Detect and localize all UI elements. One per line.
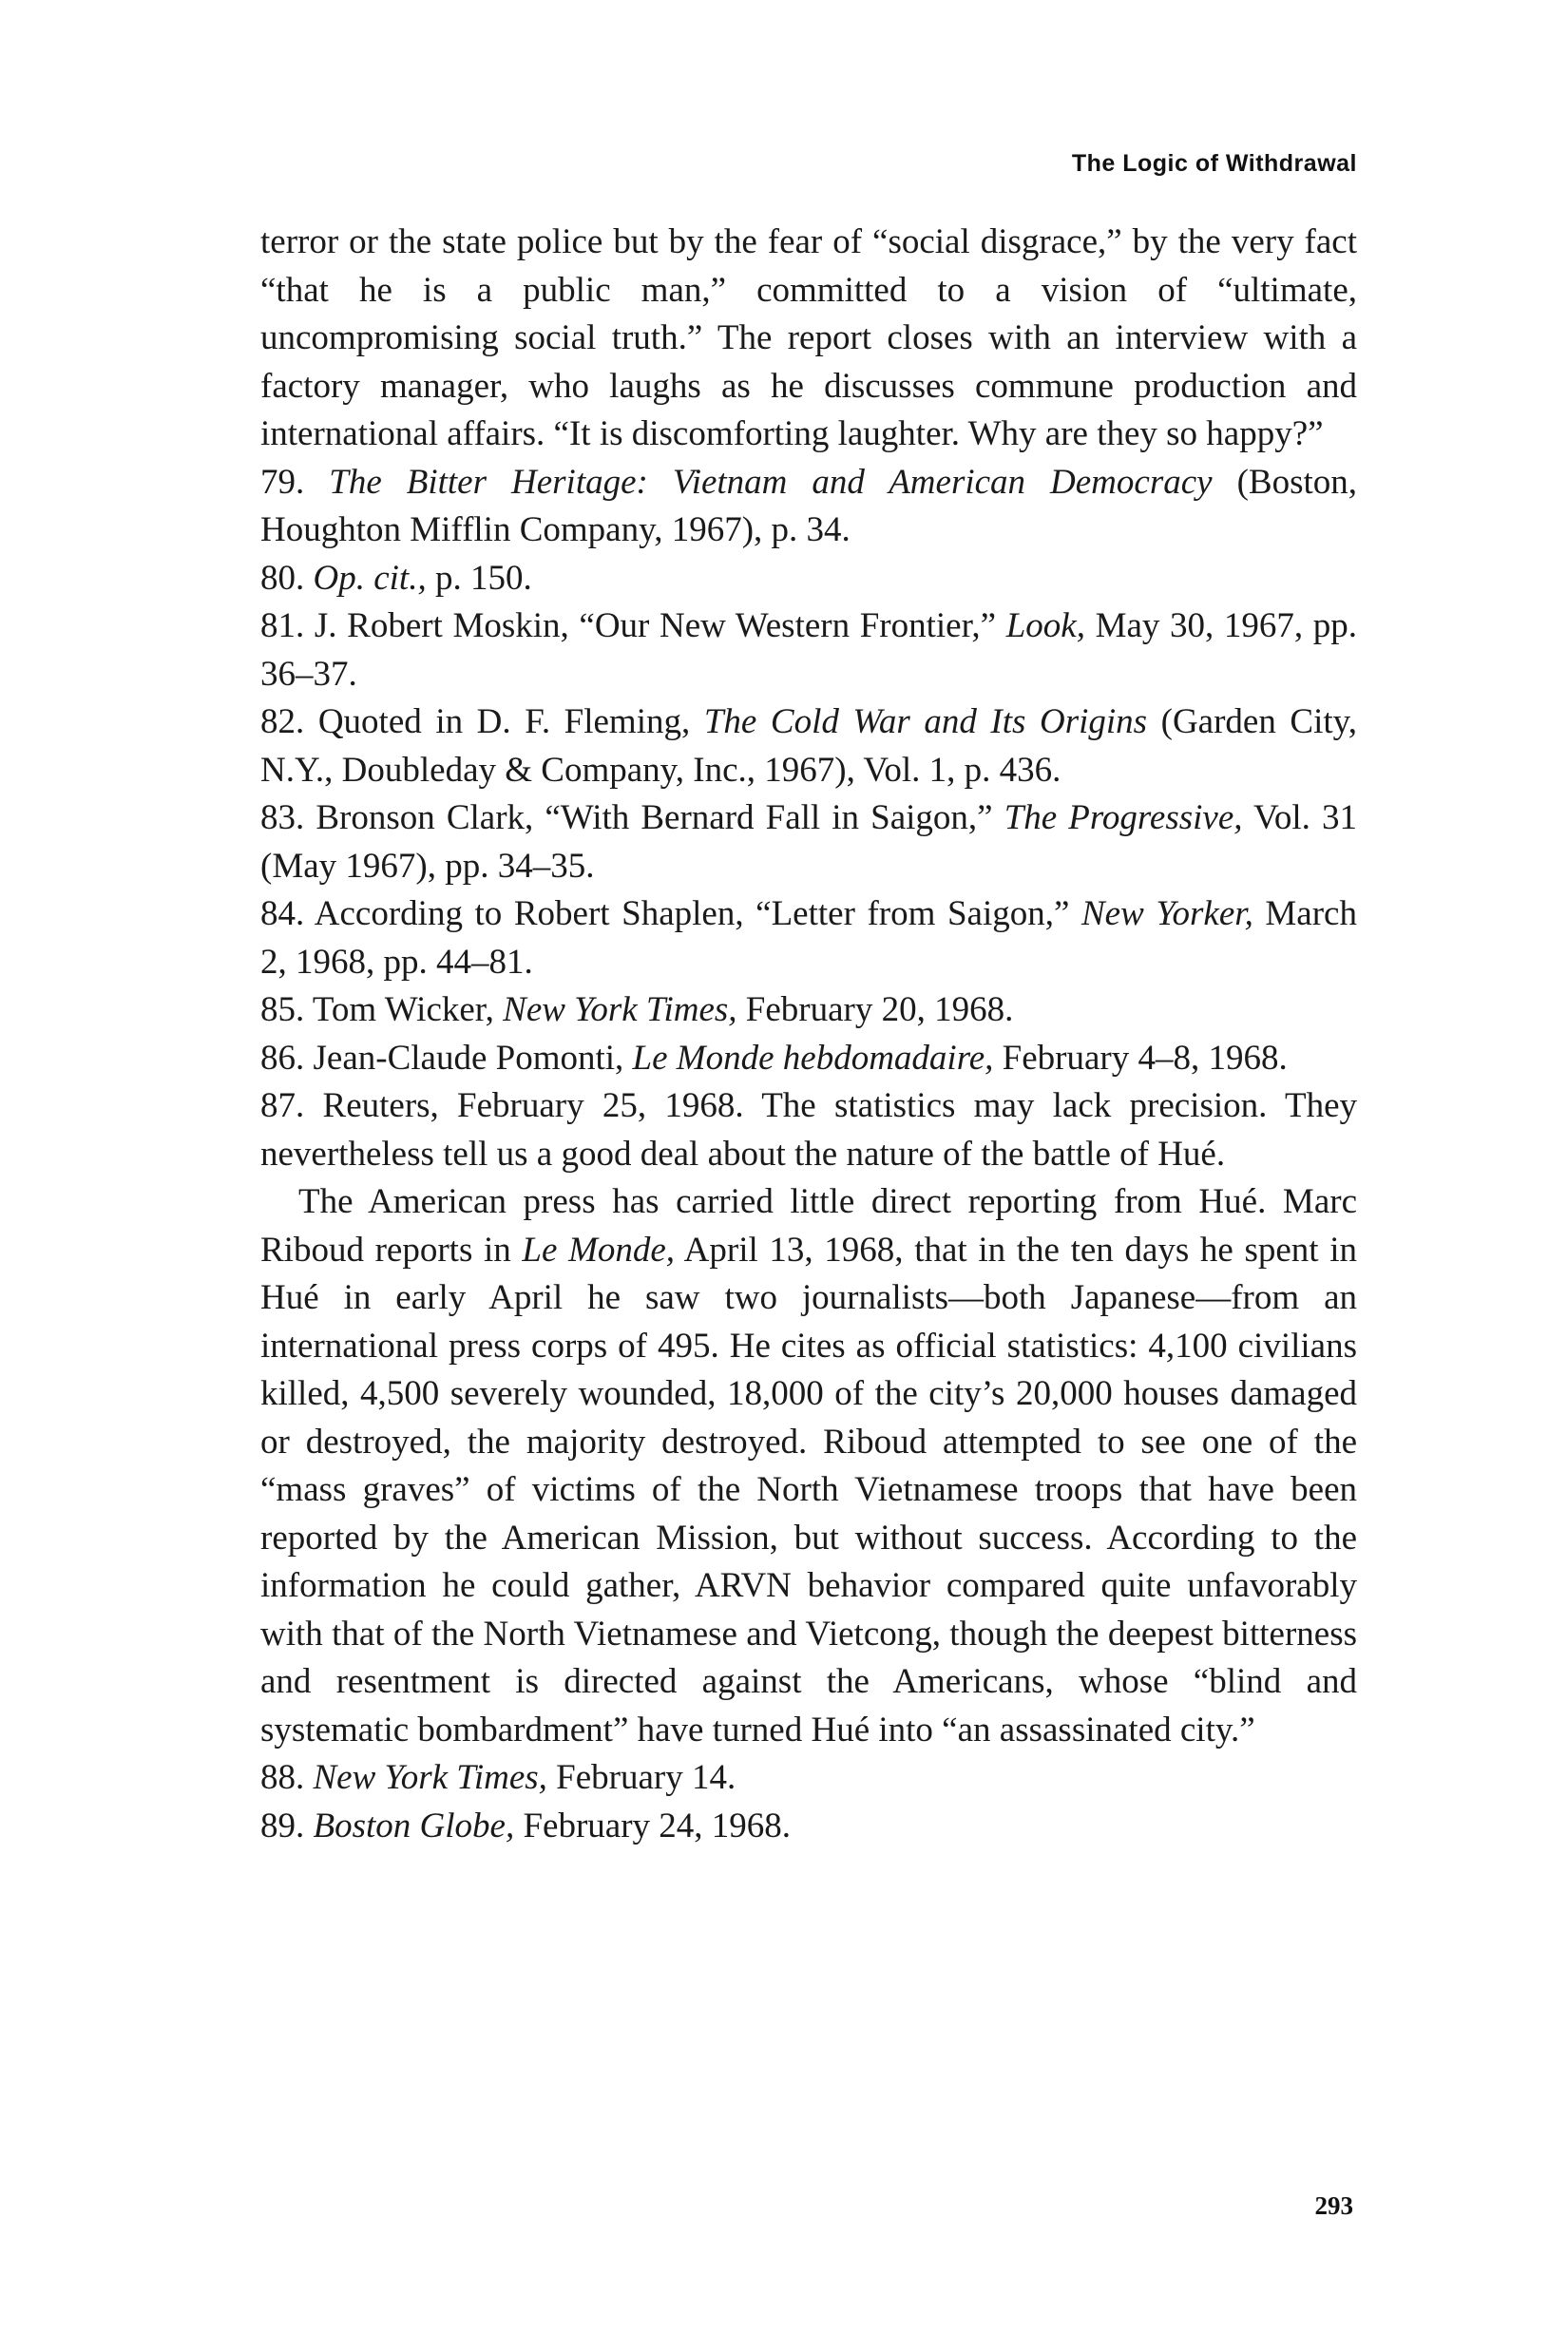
note-81: 81. J. Robert Moskin, “Our New Western Frontier,” Look, May 30, 1967, pp. 36–37. <box>260 606 1357 694</box>
note-84: 84. According to Robert Shaplen, “Letter from Saigon,” New Yorker, March 2, 1968, pp. 44–81. <box>260 894 1357 982</box>
opening-paragraph: terror or the state police but by the fear of “social disgrace,” by the very fact “that he is a public man,” committed to a vision of “ultimate, uncompromising social truth.” The report closes with an interview with a factory manager, who laughs as he discusses commune production and international affairs. “It is discomforting laughter. Why are they so happy?” <box>260 222 1357 453</box>
note-87: 87. Reuters, February 25, 1968. The statistics may lack precision. They nevertheless tell us a good deal about the nature of the battle of Hué. <box>260 1086 1357 1174</box>
note-80: 80. Op. cit., p. 150. <box>260 558 532 598</box>
note-89: 89. Boston Globe, February 24, 1968. <box>260 1806 792 1845</box>
body-text <box>260 219 1357 1850</box>
note-79: 79. The Bitter Heritage: Vietnam and American Democracy (Boston, Houghton Mifflin Company, 1967), p. 34. <box>260 462 1357 549</box>
running-head: The Logic of Withdrawal <box>1071 150 1357 177</box>
note-88: 88. New York Times, February 14. <box>260 1758 736 1797</box>
note-82: 82. Quoted in D. F. Fleming, The Cold War and Its Origins (Garden City, N.Y., Doubleday & Company, Inc., 1967), Vol. 1, p. 436. <box>260 702 1357 790</box>
note-83: 83. Bronson Clark, “With Bernard Fall in Saigon,” The Progressive, Vol. 31 (May 1967), pp. 34–35. <box>260 798 1358 886</box>
note-86: 86. Jean-Claude Pomonti, Le Monde hebdomadaire, February 4–8, 1968. <box>260 1038 1288 1078</box>
riboud-paragraph: The American press has carried little direct reporting from Hué. Marc Riboud reports in Le Monde, April 13, 1968, that in the ten days he spent in Hué in early April he saw two journalists—both Japanese—from an international press corps of 495. He cites as official statistics: 4,100 civilians killed, 4,500 severely wounded, 18,000 of the city’s 20,000 houses damaged or destroyed, the majority destroyed. Riboud attempted to see one of the “mass graves” of victims of the North Vietnamese troops that have been reported by the American Mission, but without success. According to the information he could gather, ARVN behavior compared quite unfavorably with that of the North Vietnamese and Vietcong, though the deepest bitterness and resentment is directed against the Americans, whose “blind and systematic bombardment” have turned Hué into “an assassinated city.” <box>260 1182 1357 1750</box>
page-number: 293 <box>1314 2191 1353 2220</box>
note-85: 85. Tom Wicker, New York Times, February 20, 1968. <box>260 990 1014 1029</box>
